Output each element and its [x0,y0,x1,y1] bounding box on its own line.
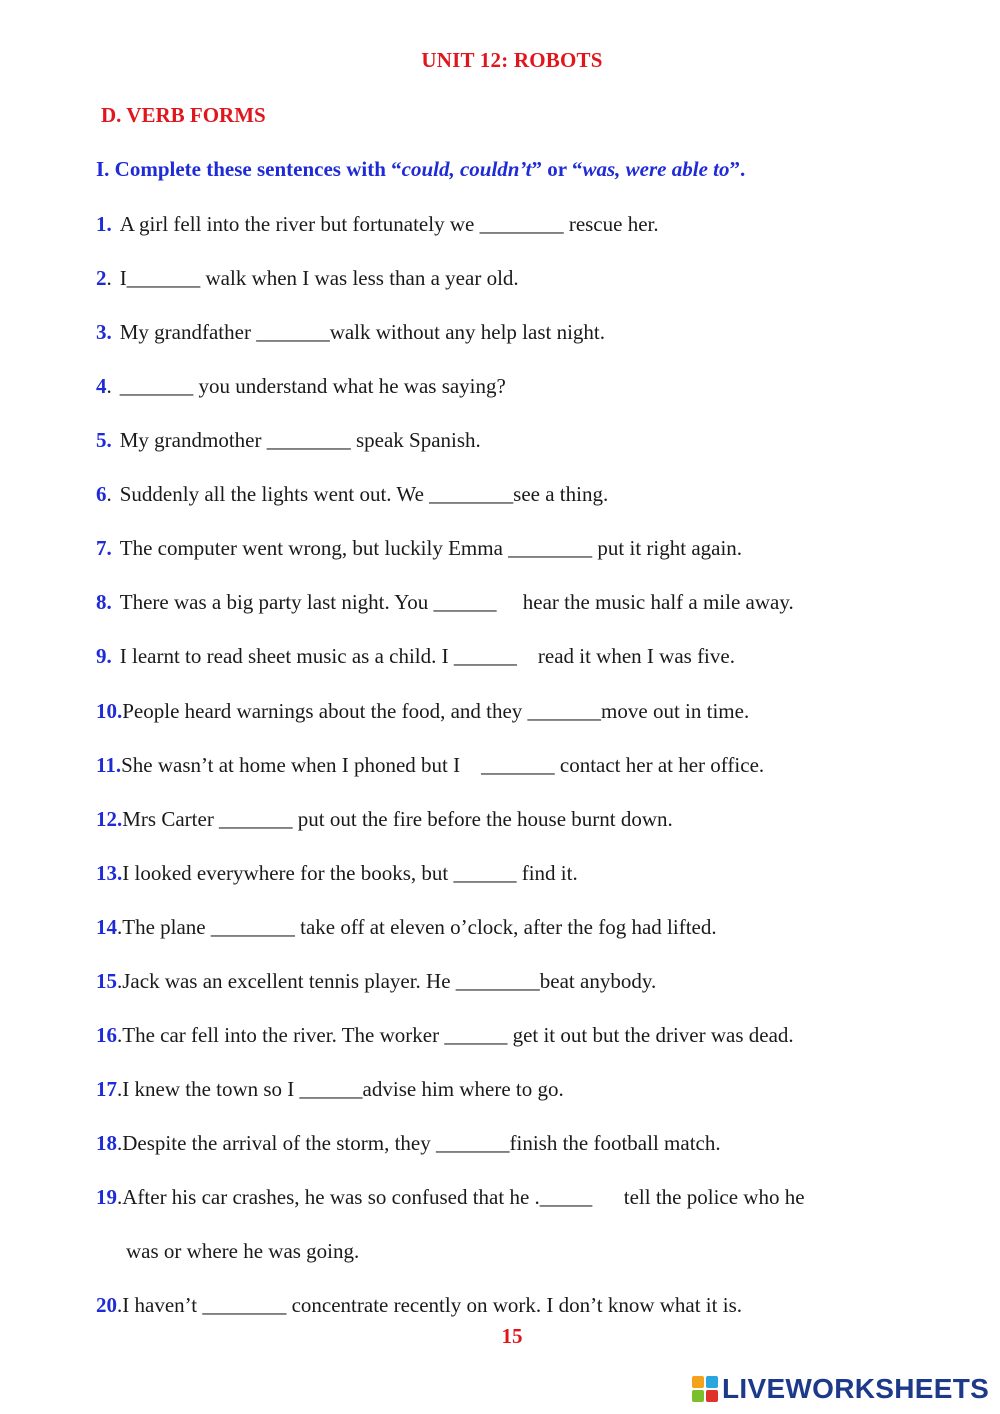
question-number-dot: . [117,1023,123,1047]
question-number-dot: . [106,374,112,398]
question-text: Jack was an excellent tennis player. He ________beat anybody. [122,969,657,993]
question-7 [96,535,742,561]
question-text: She wasn’t at home when I phoned but I _______ contact her at her office. [121,753,765,777]
liveworksheets-logo [692,1373,989,1405]
question-number: 13. [96,861,123,885]
question-10 [96,698,749,724]
question-number: 20 [96,1293,117,1317]
question-number: 7. [96,536,112,560]
question-number: 18 [96,1131,117,1155]
question-number: 1. [96,212,112,236]
question-text: Mrs Carter _______ put out the fire before the house burnt down. [122,807,673,831]
question-number: 3. [96,320,112,344]
question-number: 10. [96,699,123,723]
question-17 [96,1076,564,1102]
question-text: I learnt to read sheet music as a child. I ______ read it when I was five. [119,644,735,668]
question-12 [96,806,673,832]
question-number: 12. [96,807,123,831]
question-3 [96,319,605,345]
question-16 [96,1022,794,1048]
question-text: There was a big party last night. You ______ hear the music half a mile away. [119,590,794,614]
question-number: 9. [96,644,112,668]
instruction-suffix: ”. [729,157,746,181]
question-5 [96,427,481,453]
question-text: _______ you understand what he was saying? [119,374,506,398]
question-number-dot: . [106,266,112,290]
question-13 [96,860,578,886]
question-number: 4 [96,374,107,398]
unit-title: UNIT 12: ROBOTS [421,48,603,72]
instruction-prefix: I. Complete these sentences with “ [96,157,402,181]
question-text: Suddenly all the lights went out. We ________see a thing. [119,482,609,506]
question-text: After his car crashes, he was so confused that he ._____ tell the police who he [122,1185,805,1209]
question-text: The computer went wrong, but luckily Emma ________ put it right again. [119,536,743,560]
question-11 [96,752,764,778]
question-text: I haven’t ________ concentrate recently on work. I don’t know what it is. [122,1293,742,1317]
question-number-dot: . [117,1185,123,1209]
question-number: 16 [96,1023,117,1047]
question-number: 5. [96,428,112,452]
question-2 [96,265,519,291]
question-number: 2 [96,266,107,290]
question-number: 8. [96,590,112,614]
question-14 [96,914,717,940]
question-text: My grandmother ________ speak Spanish. [119,428,481,452]
instruction [96,157,745,182]
question-text: A girl fell into the river but fortunately we ________ rescue her. [119,212,659,236]
question-1 [96,211,659,237]
question-number: 14 [96,915,117,939]
page-number: 15 [501,1324,523,1348]
instruction-middle: ” or “ [531,157,583,181]
question-text: People heard warnings about the food, and they _______move out in time. [122,699,750,723]
instruction-option-a: could, couldn’t [401,157,532,181]
question-number-dot: . [117,915,123,939]
question-text: My grandfather _______walk without any help last night. [119,320,605,344]
question-text: I_______ walk when I was less than a year old. [119,266,519,290]
liveworksheets-icon [692,1376,718,1402]
question-number: 17 [96,1077,117,1101]
question-6 [96,481,608,507]
question-text: I knew the town so I ______advise him where to go. [122,1077,564,1101]
instruction-option-b: was, were able to [582,157,730,181]
question-number: 11. [96,753,122,777]
question-19-continuation: was or where he was going. [126,1239,360,1263]
question-18 [96,1130,721,1156]
question-text: The plane ________ take off at eleven o’clock, after the fog had lifted. [122,915,717,939]
question-text: The car fell into the river. The worker ______ get it out but the driver was dead. [122,1023,794,1047]
question-text: Despite the arrival of the storm, they _______finish the football match. [122,1131,721,1155]
question-9 [96,643,735,669]
question-number: 15 [96,969,117,993]
question-number: 6 [96,482,107,506]
question-number: 19 [96,1185,117,1209]
question-15 [96,968,656,994]
question-number-dot: . [117,1131,123,1155]
question-number-dot: . [117,1293,123,1317]
question-8 [96,589,794,615]
question-number-dot: . [117,1077,123,1101]
section-title: D. VERB FORMS [101,103,266,127]
question-4 [96,373,506,399]
question-19 [96,1184,805,1210]
liveworksheets-brand: LIVEWORKSHEETS [722,1373,990,1404]
question-text: I looked everywhere for the books, but ______ find it. [122,861,578,885]
question-20 [96,1292,742,1318]
question-number-dot: . [106,482,112,506]
question-number-dot: . [117,969,123,993]
